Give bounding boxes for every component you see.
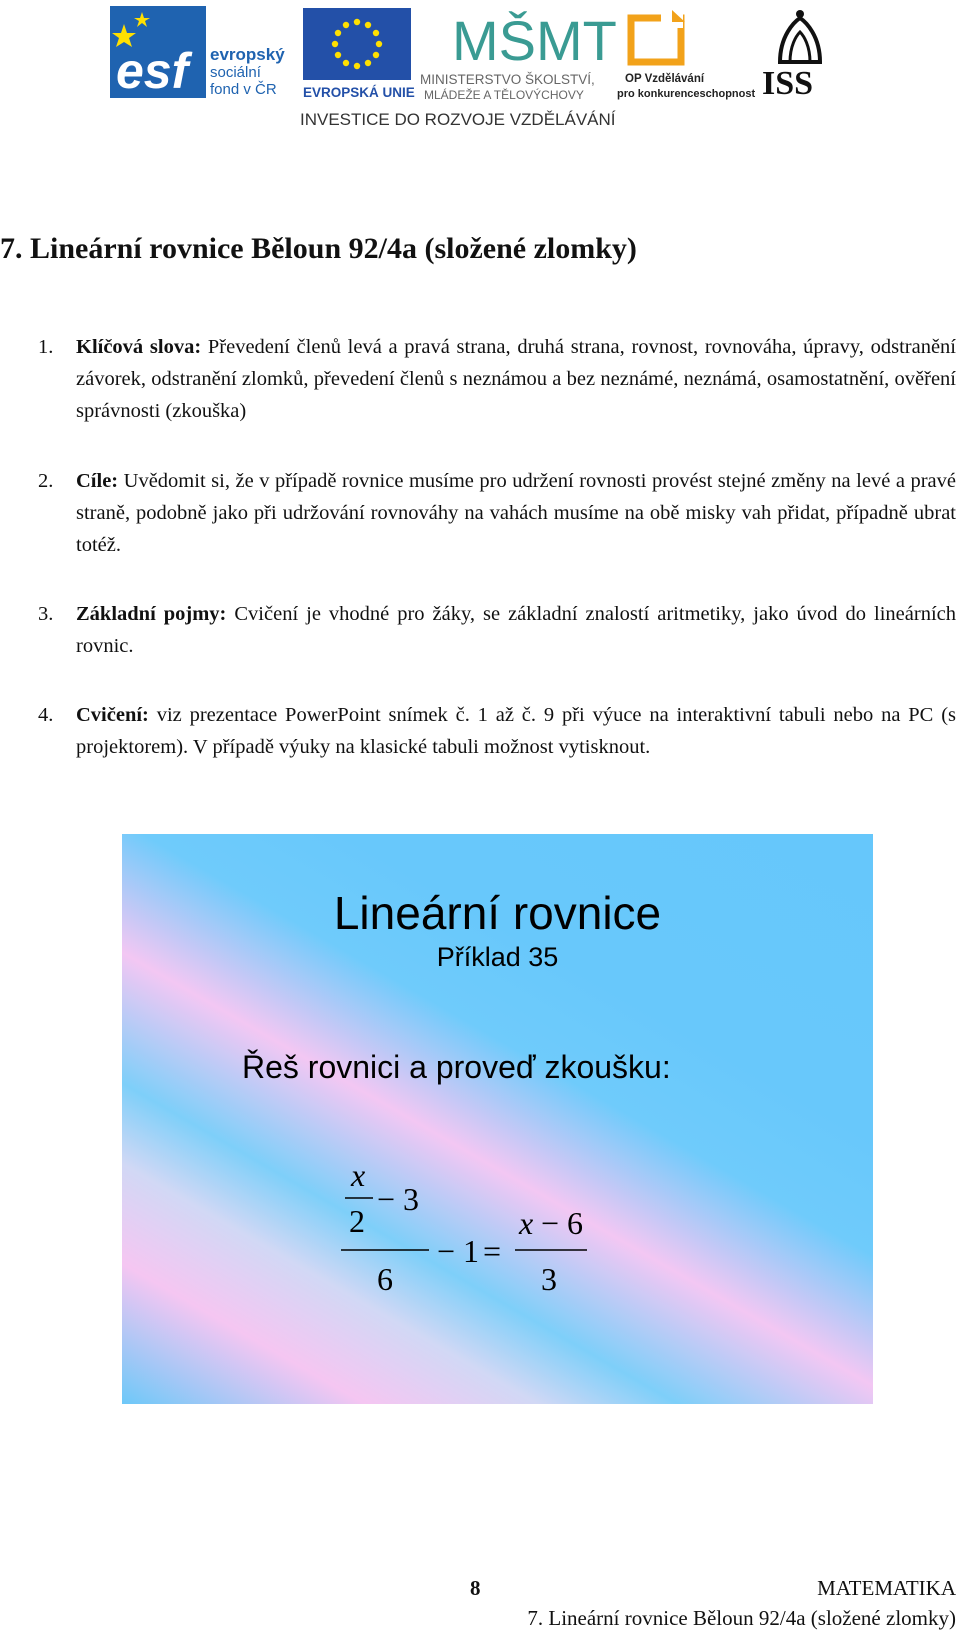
section-keywords bbox=[38, 331, 956, 427]
section-exercise bbox=[38, 699, 956, 763]
slide-task: Řeš rovnici a proveď zkoušku: bbox=[242, 1049, 671, 1085]
slide-title: Lineární rovnice bbox=[333, 887, 662, 939]
eq-inner-denominator: 2 bbox=[349, 1203, 365, 1239]
section-number: 2. bbox=[38, 470, 54, 492]
esf-logo bbox=[110, 6, 288, 98]
section-text: Převedení členů levá a pravá strana, druhá strana, rovnost, rovnováha, úpravy, odstranění závorek, odstranění zlomků, převedení členů s neznámou a bez neznámé, neznámá, osamostatnění, ověření správnosti (zkouška) bbox=[76, 336, 957, 422]
eq-right-denominator: 3 bbox=[541, 1261, 557, 1297]
section-body bbox=[76, 598, 956, 662]
equation bbox=[337, 1154, 717, 1324]
section-basic-terms bbox=[38, 598, 956, 662]
section-lead: Cvičení: bbox=[76, 704, 149, 726]
footer-chapter: 7. Lineární rovnice Běloun 92/4a (složené zlomky) bbox=[527, 1606, 956, 1630]
svg-text:fond v ČR: fond v ČR bbox=[210, 81, 277, 98]
svg-text:OP Vzdělávání: OP Vzdělávání bbox=[625, 73, 705, 85]
svg-text:pro konkurenceschopnost: pro konkurenceschopnost bbox=[617, 88, 756, 100]
iss-logo bbox=[754, 6, 846, 102]
svg-text:ISS: ISS bbox=[762, 65, 814, 102]
section-text: Uvědomit si, že v případě rovnice musíme pro udržení rovnosti provést stejné změny na levé a pravé straně, podobně jako při udržování rovnováhy na vahách musíme na obě misky vah přidat, případně ubrat totéž. bbox=[76, 470, 956, 556]
section-text: Cvičení je vhodné pro žáky, se základní znalostí aritmetiky, jako úvod do lineárních rovnic. bbox=[76, 603, 956, 657]
svg-text:esf: esf bbox=[116, 43, 189, 99]
svg-text:sociální: sociální bbox=[210, 64, 261, 81]
svg-text:evropský: evropský bbox=[210, 45, 285, 64]
investice-tagline: INVESTICE DO ROZVOJE VZDĚLÁVÁNÍ bbox=[300, 110, 616, 129]
eq-right-numerator-x: x bbox=[519, 1205, 534, 1241]
section-text: viz prezentace PowerPoint snímek č. 1 až č. 9 při výuce na interaktivní tabuli nebo na PC (s projektorem). V případě výuky na klasické tabuli možnost vytisknout. bbox=[76, 704, 956, 758]
op-vzdelavani-logo bbox=[617, 6, 756, 101]
svg-text:MŠMT: MŠMT bbox=[452, 9, 617, 72]
eq-equals: = bbox=[483, 1233, 502, 1269]
eu-flag-logo bbox=[303, 8, 413, 100]
document-title: 7. Lineární rovnice Běloun 92/4a (složené zlomky) bbox=[0, 232, 637, 265]
eq-right-numerator-rest: − 6 bbox=[541, 1205, 584, 1241]
slide-preview bbox=[122, 834, 873, 1404]
section-body bbox=[76, 465, 956, 561]
section-goals bbox=[38, 465, 956, 561]
section-number: 1. bbox=[38, 336, 54, 358]
section-number: 4. bbox=[38, 704, 54, 726]
eq-outer-denominator: 6 bbox=[377, 1261, 393, 1297]
svg-text:MINISTERSTVO ŠKOLSTVÍ,: MINISTERSTVO ŠKOLSTVÍ, bbox=[420, 72, 595, 87]
msmt-logo bbox=[420, 8, 615, 100]
eq-inner-numerator: x bbox=[351, 1157, 366, 1193]
footer-page-number: 8 bbox=[470, 1576, 481, 1600]
footer-subject: MATEMATIKA bbox=[817, 1576, 956, 1600]
eq-minus-one: − 1 bbox=[437, 1233, 480, 1269]
header-logos bbox=[0, 0, 960, 140]
svg-text:MLÁDEŽE A TĚLOVÝCHOVY: MLÁDEŽE A TĚLOVÝCHOVY bbox=[424, 88, 584, 102]
section-lead: Klíčová slova: bbox=[76, 336, 202, 358]
section-number: 3. bbox=[38, 603, 54, 625]
section-lead: Základní pojmy: bbox=[76, 603, 227, 625]
section-lead: Cíle: bbox=[76, 470, 119, 492]
svg-text:EVROPSKÁ UNIE: EVROPSKÁ UNIE bbox=[303, 85, 415, 100]
section-body bbox=[76, 331, 956, 427]
section-body bbox=[76, 699, 956, 763]
eq-minus-three: − 3 bbox=[377, 1181, 420, 1217]
slide-subtitle: Příklad 35 bbox=[436, 942, 559, 972]
